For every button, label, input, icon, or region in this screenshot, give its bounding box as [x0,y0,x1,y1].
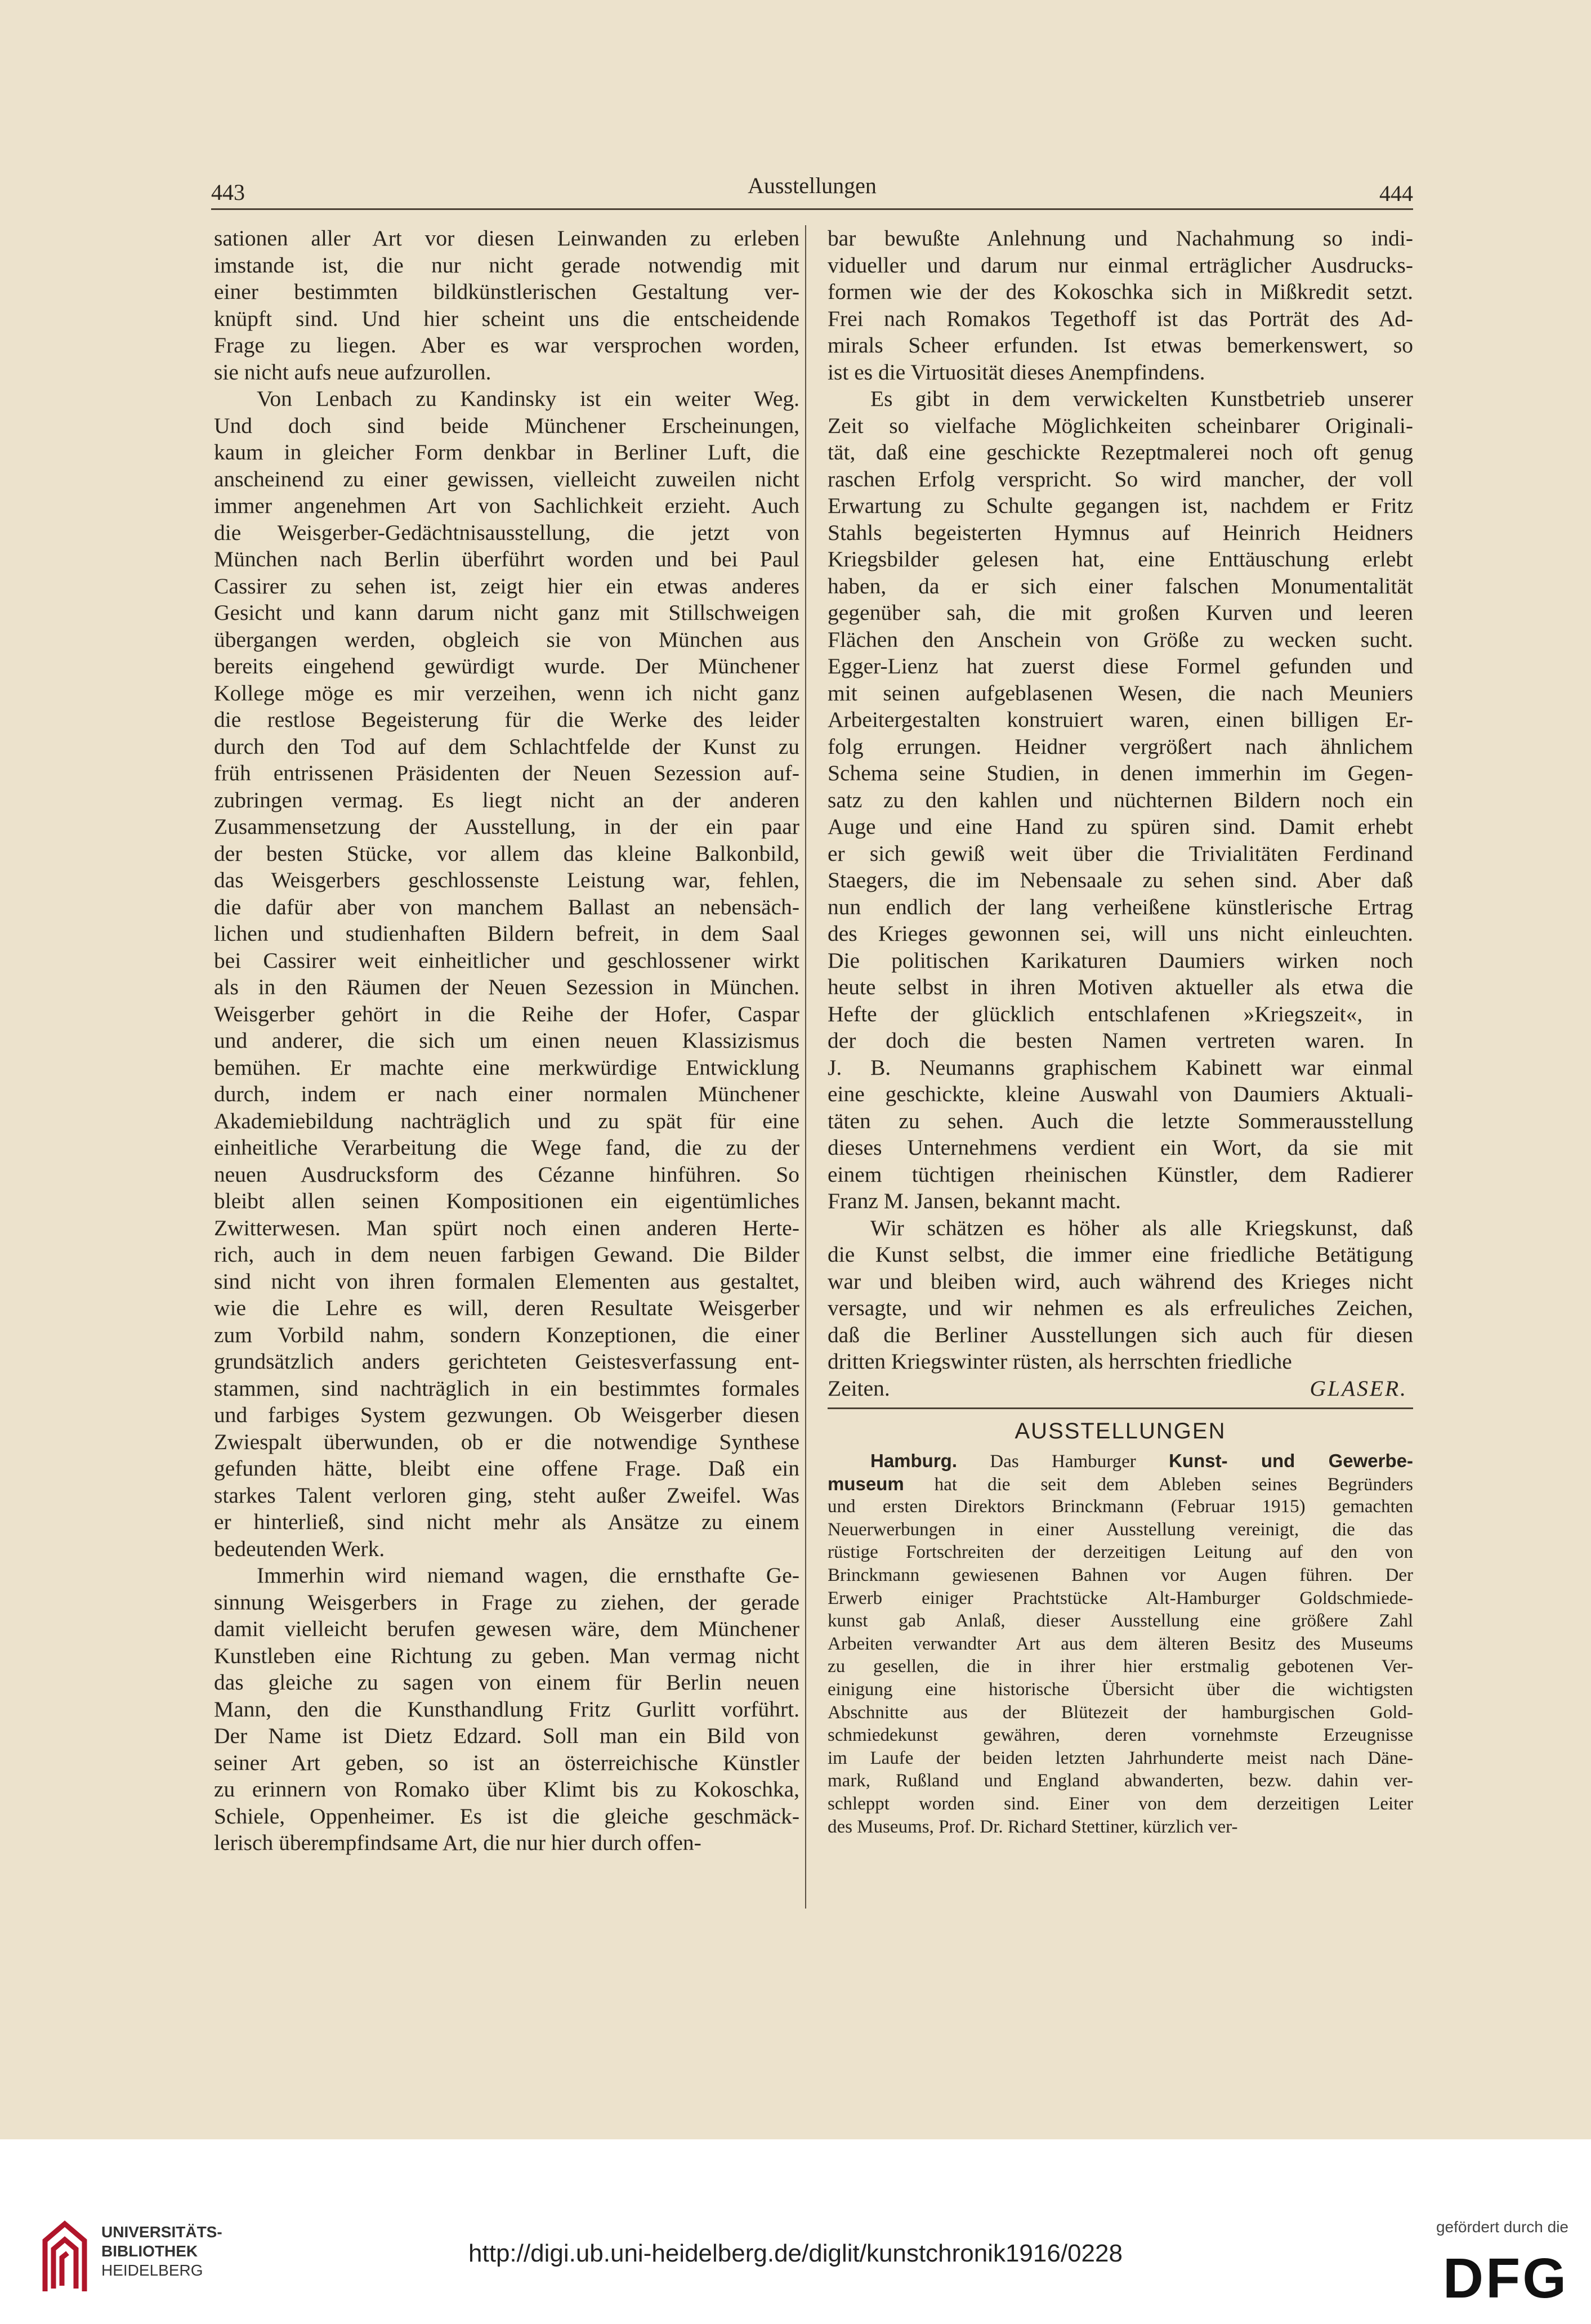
text-line: sinnung Weisgerbers in Frage zu ziehen, der gerade [214,1589,799,1615]
text-line: und farbiges System gezwungen. Ob Weisgerber diesen [214,1402,799,1427]
text-line: übergangen werden, obgleich sie von München aus [214,627,799,652]
news-second-line [828,1473,1413,1496]
news-line: schleppt worden sind. Einer von dem derzeitigen Leiter [828,1793,1413,1814]
text-line: kaum in gleicher Form denkbar in Berliner Luft, die [214,440,799,464]
text-line: die Kunst selbst, die immer eine friedliche Betätigung [828,1242,1413,1267]
text-line: einer bestimmten bildkünstlerischen Gestaltung ver- [214,279,799,304]
news-line: Arbeiten verwandter Art aus dem älteren Besitz des Museums [828,1633,1413,1654]
section-title: AUSSTELLUNGEN [1015,1419,1226,1443]
text-line: Mann, den die Kunsthandlung Fritz Gurlitt vorführt. [214,1696,799,1722]
running-title: Ausstellungen [748,173,877,198]
text-line: lichen und studienhaften Bildern befreit, in dem Saal [214,921,799,946]
text-line: Schema seine Studien, in denen immerhin im Gegen- [828,761,1413,785]
text-line: Cassirer zu sehen ist, zeigt hier ein etwas anderes [214,573,799,598]
text-line: mit seinen aufgeblasenen Wesen, die nach Meuniers [828,680,1413,705]
text-line: nun endlich der lang verheißene künstlerische Ertrag [828,894,1413,919]
text-line: das gleiche zu sagen von einem für Berlin neuen [214,1670,799,1695]
text-line: Immerhin wird niemand wagen, die ernsthafte Ge- [257,1563,799,1588]
funded-by-label: gefördert durch die [1436,2218,1568,2236]
text-line: bei Cassirer weit einheitlicher und geschlossener wirkt [214,948,799,973]
news-line: Erwerb einiger Prachtstücke Alt-Hamburger Goldschmiede- [828,1588,1413,1608]
text-line: wie die Lehre es will, deren Resultate Weisgerber [214,1295,799,1320]
text-line: Arbeitergestalten konstruiert waren, einen billigen Er- [828,707,1413,732]
column-divider [805,225,806,1909]
text-line: die restlose Begeisterung für die Werke des leider [214,707,799,732]
text-line: immer angenehmen Art von Sachlichkeit erzieht. Auch [214,493,799,518]
news-line-0: hat die seit dem Ableben seines Begründers [934,1474,1413,1495]
text-line: Zwitterwesen. Man spürt noch einen anderen Herte- [214,1215,799,1240]
text-line: starkes Talent verloren ging, steht außer Zweifel. Was [214,1482,799,1508]
text-line: bedeutenden Werk. [214,1536,385,1561]
text-line: imstande ist, die nur nicht gerade notwendig mit [214,252,799,278]
museum-name-a: Kunst- und Gewerbe- [1169,1450,1413,1471]
text-line: haben, da er sich einer falschen Monumentalität [828,573,1413,598]
text-line: sie nicht aufs neue aufzurollen. [214,359,491,385]
text-line: Kriegsbilder gelesen hat, eine Enttäuschung erlebt [828,547,1413,571]
text-line: Staegers, die im Nebensaale zu sehen sind. Aber daß [828,868,1413,892]
text-line: Es gibt in dem verwickelten Kunstbetrieb unserer [870,386,1413,411]
text-line: raschen Erfolg verspricht. So wird mancher, der voll [828,466,1413,491]
text-line: eine geschickte, kleine Auswahl von Daumiers Aktuali- [828,1081,1413,1106]
text-line: des Krieges gewonnen sei, will uns nicht einleuchten. [828,921,1413,946]
text-line: lerisch überempfindsame Art, die nur hier durch offen- [214,1830,701,1855]
text-line: durch, indem er nach einer normalen Münchener [214,1081,799,1106]
text-line: München nach Berlin überführt worden und bei Paul [214,547,799,571]
text-line: Stahls begeisterten Hymnus auf Heinrich Heidners [828,520,1413,545]
news-line: kunst gab Anlaß, dieser Ausstellung eine größere Zahl [828,1611,1413,1632]
text-line: zu erinnern von Romako über Klimt bis zu Kokoschka, [214,1777,799,1802]
text-line: Kollege möge es mir verzeihen, wenn ich nicht ganz [214,680,799,705]
news-line: Neuerwerbungen in einer Ausstellung vereinigt, die das [828,1519,1413,1540]
text-line: bleibt allen seinen Kompositionen ein eigentümliches [214,1188,799,1213]
text-line: er hinterließ, sind nicht mehr als Ansätze zu einem [214,1509,799,1534]
text-line: bereits eingehend gewürdigt wurde. Der Münchener [214,654,799,678]
right-column-text [828,225,1413,1375]
news-line: Brinckmann gewiesenen Bahnen vor Augen führen. Der [828,1565,1413,1585]
text-line: zubringen vermag. Es liegt nicht an der anderen [214,787,799,812]
news-item [828,1450,1413,1838]
library-line-3: HEIDELBERG [101,2262,203,2279]
text-line: Von Lenbach zu Kandinsky ist ein weiter Weg. [257,386,799,411]
text-line: mirals Scheer erfunden. Ist etwas bemerkenswert, so [828,333,1413,357]
left-column [214,225,799,1857]
text-line: täten zu sehen. Auch die letzte Sommerausstellung [828,1108,1413,1133]
news-line: des Museums, Prof. Dr. Richard Stettiner, kürzlich ver- [828,1816,1238,1837]
text-line: bar bewußte Anlehnung und Nachahmung so indi- [828,226,1413,251]
text-line: Egger-Lienz hat zuerst diese Formel gefunden und [828,654,1413,678]
news-line: und ersten Direktors Brinckmann (Februar 1915) gemachten [828,1496,1413,1517]
text-line: Schiele, Oppenheimer. Es ist die gleiche geschmäck- [214,1803,799,1829]
running-head [211,169,1413,206]
text-line: Gesicht und kann darum nicht ganz mit Stillschweigen [214,600,799,625]
text-line: Auge und eine Hand zu spüren sind. Damit erhebt [828,814,1413,839]
news-line: einigung eine historische Übersicht über die wichtigsten [828,1679,1413,1700]
text-line: seiner Art geben, so ist an österreichische Künstler [214,1750,799,1775]
text-line: anscheinend zu einer gewissen, vielleicht zuweilen nicht [214,466,799,491]
text-line: satz zu den kahlen und nüchternen Bildern noch ein [828,787,1413,812]
text-line: ist es die Virtuosität dieses Anempfindens. [828,359,1205,385]
closing-word: Zeiten. [828,1375,890,1401]
text-line: Zusammensetzung der Ausstellung, in der ein paar [214,814,799,839]
right-column [828,225,1413,1838]
news-place: Hamburg. [870,1450,958,1471]
library-line-1: UNIVERSITÄTS- [101,2223,222,2241]
text-line: Akademiebildung nachträglich und zu spät für eine [214,1108,799,1133]
text-line: Flächen den Anschein von Größe zu wecken sucht. [828,627,1413,652]
text-line: zum Vorbild nahm, sondern Konzeptionen, die einer [214,1322,799,1347]
text-line: folg errungen. Heidner vergrößert nach ähnlichem [828,734,1413,759]
news-line: im Laufe der beiden letzten Jahrhunderte meist nach Däne- [828,1748,1413,1768]
text-line: bemühen. Er machte eine merkwürdige Entwicklung [214,1054,799,1080]
text-line: Hefte der glücklich entschlafenen »Kriegszeit«, in [828,1001,1413,1026]
text-line: Kunstleben eine Richtung zu geben. Man vermag nicht [214,1643,799,1668]
author-signature: GLASER. [1310,1375,1407,1401]
text-line: sind nicht von ihren formalen Elementen aus gestaltet, [214,1268,799,1294]
text-line: Die politischen Karikaturen Daumiers wirken noch [828,948,1413,973]
text-line: formen wie der des Kokoschka sich in Mißkredit setzt. [828,279,1413,304]
text-line: Franz M. Jansen, bekannt macht. [828,1188,1121,1213]
text-line: Zeit so vielfache Möglichkeiten scheinbarer Originali- [828,413,1413,438]
text-line: dieses Unternehmens verdient ein Wort, da sie mit [828,1135,1413,1160]
text-line: versagte, und wir nehmen es als erfreuliches Zeichen, [828,1295,1413,1320]
text-line: Und doch sind beide Münchener Erscheinungen, [214,413,799,438]
text-line: durch den Tod auf dem Schlachtfelde der Kunst zu [214,734,799,759]
section-rule [828,1407,1413,1409]
text-line: knüpft sind. Und hier scheint uns die entscheidende [214,306,799,331]
text-line: Weisgerber gehört in die Reihe der Hofer, Caspar [214,1001,799,1026]
text-line: die Weisgerber-Gedächtnisausstellung, die jetzt von [214,520,799,545]
text-line: daß die Berliner Ausstellungen sich auch für diesen [828,1322,1413,1347]
page-number-right: 444 [1379,181,1413,206]
text-line: Frei nach Romakos Tegethoff ist das Porträt des Ad- [828,306,1413,331]
museum-name-b: museum [828,1473,904,1494]
text-line: grundsätzlich anders gerichteten Geistesverfassung ent- [214,1349,799,1374]
text-line: Zwiespalt überwunden, ob er die notwendige Synthese [214,1429,799,1454]
news-lead: Das Hamburger [990,1451,1136,1472]
text-line: tät, daß eine geschickte Rezeptmalerei noch oft genug [828,440,1413,464]
text-line: er sich gewiß weit über die Trivialitäten Ferdinand [828,841,1413,866]
footer-bar [0,2139,1591,2324]
news-line: zu gesellen, die in ihrer hier erstmalig gebotenen Ver- [828,1656,1413,1677]
text-line: gefunden hätte, bleibt eine offene Frage. Daß ein [214,1456,799,1481]
text-line: neuen Ausdrucksform des Cézanne hinführen. So [214,1161,799,1187]
news-first-line [828,1450,1413,1473]
library-line-2: BIBLIOTHEK [101,2242,198,2260]
page-number-left: 443 [211,180,245,205]
text-line: der doch die besten Namen vertreten waren. In [828,1028,1413,1053]
text-line: vidueller und darum nur einmal erträglicher Ausdrucks- [828,252,1413,278]
text-line: der besten Stücke, vor allem das kleine Balkonbild, [214,841,799,866]
text-line: als in den Räumen der Neuen Sezession in München. [214,975,799,999]
text-line: stammen, sind nachträglich in ein bestimmtes formales [214,1375,799,1401]
text-line: J. B. Neumanns graphischem Kabinett war einmal [828,1054,1413,1080]
text-line: damit vielleicht berufen gewesen wäre, dem Münchener [214,1616,799,1641]
text-line: und anderer, die sich um einen neuen Klassizismus [214,1028,799,1053]
text-line: früh entrissenen Präsidenten der Neuen Sezession auf- [214,761,799,785]
source-url-link[interactable]: http://digi.ub.uni-heidelberg.de/diglit/kunstchronik1916/0228 [468,2240,1123,2267]
text-line: dritten Kriegswinter rüsten, als herrschten friedliche [828,1349,1292,1374]
dfg-logo: DFG [1442,2247,1568,2310]
closing-line [828,1375,1413,1402]
text-line: Frage zu liegen. Aber es war versprochen worden, [214,333,799,357]
text-line: gegenüber sah, die mit großen Kurven und leeren [828,600,1413,625]
news-line: Abschnitte aus der Blütezeit der hamburgischen Gold- [828,1702,1413,1723]
text-line: sationen aller Art vor diesen Leinwanden zu erleben [214,226,799,251]
text-line: die dafür aber von manchem Ballast an nebensäch- [214,894,799,919]
text-line: rich, auch in dem neuen farbigen Gewand. Die Bilder [214,1242,799,1267]
text-line: heute selbst in ihren Motiven aktueller als etwa die [828,975,1413,999]
text-line: Der Name ist Dietz Edzard. Soll man ein Bild von [214,1723,799,1748]
news-line: mark, Rußland und England abwanderten, bezw. dahin ver- [828,1771,1413,1791]
text-line: einheitliche Verarbeitung die Wege fand, die zu der [214,1135,799,1160]
text-line: Wir schätzen es höher als alle Kriegskunst, daß [870,1215,1413,1240]
text-line: einem tüchtigen rheinischen Künstler, dem Radierer [828,1161,1413,1187]
news-line: rüstige Fortschreiten der derzeitigen Leitung auf den von [828,1542,1413,1563]
text-line: war und bleiben wird, auch während des Krieges nicht [828,1268,1413,1294]
header-rule [211,208,1413,210]
text-line: das Weisgerbers geschlossenste Leistung war, fehlen, [214,868,799,892]
news-line: schmiedekunst gewähren, deren vornehmste Erzeugnisse [828,1725,1413,1746]
text-line: Erwartung zu Schulte gegangen ist, nachdem er Fritz [828,493,1413,518]
